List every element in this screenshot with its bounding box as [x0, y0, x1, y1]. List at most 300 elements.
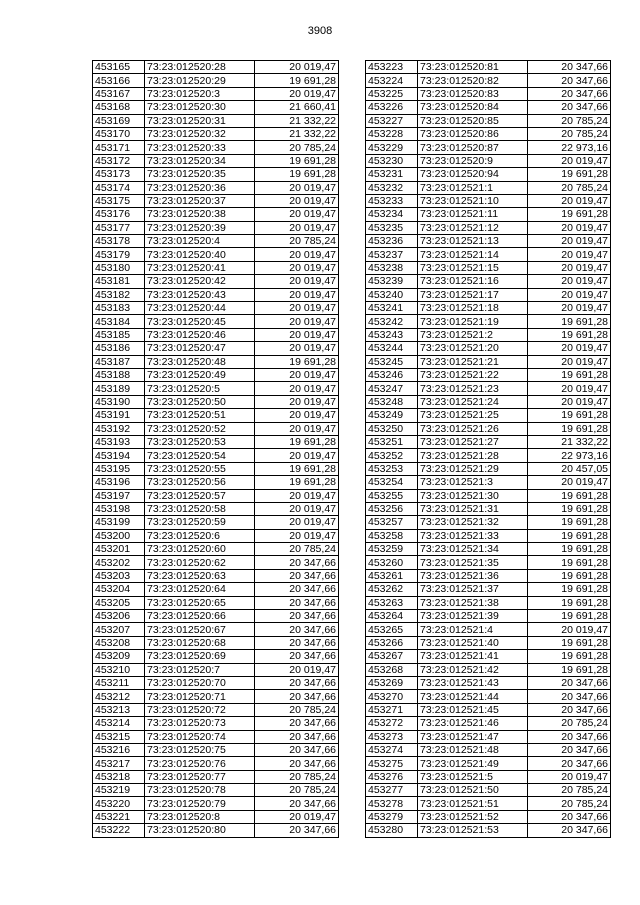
value-cell: 19 691,28: [528, 583, 611, 596]
row-number-cell: 453276: [366, 770, 418, 783]
table-row: [93, 261, 339, 274]
cadastral-number-cell: 73:23:012521:53: [418, 824, 528, 837]
cadastral-number-cell: 73:23:012521:48: [418, 743, 528, 756]
cadastral-number-cell: 73:23:012520:82: [418, 74, 528, 87]
table-row: [93, 583, 339, 596]
value-cell: 20 019,47: [255, 288, 339, 301]
row-number-cell: 453236: [366, 235, 418, 248]
table-row: [366, 101, 611, 114]
value-cell: 20 019,47: [255, 328, 339, 341]
value-cell: 20 347,66: [255, 797, 339, 810]
value-cell: 20 347,66: [528, 730, 611, 743]
table-row: [366, 261, 611, 274]
cadastral-number-cell: 73:23:012520:67: [145, 623, 255, 636]
table-row: [93, 168, 339, 181]
row-number-cell: 453248: [366, 395, 418, 408]
cadastral-number-cell: 73:23:012520:56: [145, 476, 255, 489]
cadastral-number-cell: 73:23:012521:37: [418, 583, 528, 596]
table-row: [93, 409, 339, 422]
row-number-cell: 453181: [93, 275, 145, 288]
cadastral-number-cell: 73:23:012520:37: [145, 194, 255, 207]
row-number-cell: 453263: [366, 596, 418, 609]
row-number-cell: 453183: [93, 302, 145, 315]
row-number-cell: 453279: [366, 810, 418, 823]
cadastral-number-cell: 73:23:012521:11: [418, 208, 528, 221]
table-row: [366, 690, 611, 703]
value-cell: 20 019,47: [255, 248, 339, 261]
table-row: [93, 61, 339, 74]
value-cell: 20 785,24: [528, 797, 611, 810]
row-number-cell: 453226: [366, 101, 418, 114]
table-row: [93, 703, 339, 716]
value-cell: 20 019,47: [255, 502, 339, 515]
right-table-body: [366, 61, 611, 838]
value-cell: 20 019,47: [255, 61, 339, 74]
cadastral-number-cell: 73:23:012520:87: [418, 141, 528, 154]
row-number-cell: 453210: [93, 663, 145, 676]
cadastral-number-cell: 73:23:012520:83: [418, 87, 528, 100]
cadastral-number-cell: 73:23:012521:46: [418, 717, 528, 730]
value-cell: 20 019,47: [255, 221, 339, 234]
cadastral-number-cell: 73:23:012520:46: [145, 328, 255, 341]
table-row: [366, 302, 611, 315]
cadastral-number-cell: 73:23:012520:28: [145, 61, 255, 74]
row-number-cell: 453255: [366, 489, 418, 502]
value-cell: 19 691,28: [528, 636, 611, 649]
value-cell: 20 347,66: [528, 824, 611, 837]
table-row: [93, 743, 339, 756]
table-row: [366, 114, 611, 127]
table-row: [93, 382, 339, 395]
row-number-cell: 453262: [366, 583, 418, 596]
page-number: 3908: [307, 25, 333, 37]
table-row: [366, 543, 611, 556]
value-cell: 20 785,24: [255, 235, 339, 248]
row-number-cell: 453269: [366, 676, 418, 689]
value-cell: 20 019,47: [255, 315, 339, 328]
table-row: [366, 355, 611, 368]
table-row: [366, 382, 611, 395]
value-cell: 20 019,47: [528, 623, 611, 636]
value-cell: 20 019,47: [255, 275, 339, 288]
value-cell: 20 019,47: [528, 302, 611, 315]
table-row: [93, 676, 339, 689]
cadastral-number-cell: 73:23:012520:40: [145, 248, 255, 261]
cadastral-number-cell: 73:23:012520:58: [145, 502, 255, 515]
row-number-cell: 453278: [366, 797, 418, 810]
table-row: [93, 636, 339, 649]
row-number-cell: 453275: [366, 757, 418, 770]
row-number-cell: 453241: [366, 302, 418, 315]
table-row: [366, 623, 611, 636]
table-row: [93, 690, 339, 703]
row-number-cell: 453265: [366, 623, 418, 636]
table-row: [93, 248, 339, 261]
cadastral-number-cell: 73:23:012521:45: [418, 703, 528, 716]
row-number-cell: 453196: [93, 476, 145, 489]
value-cell: 20 347,66: [528, 101, 611, 114]
cadastral-number-cell: 73:23:012521:49: [418, 757, 528, 770]
table-row: [366, 730, 611, 743]
cadastral-number-cell: 73:23:012521:27: [418, 435, 528, 448]
value-cell: 19 691,28: [528, 543, 611, 556]
cadastral-number-cell: 73:23:012520:84: [418, 101, 528, 114]
row-number-cell: 453225: [366, 87, 418, 100]
table-row: [93, 355, 339, 368]
cadastral-number-cell: 73:23:012520:62: [145, 556, 255, 569]
value-cell: 20 347,66: [528, 61, 611, 74]
value-cell: 22 973,16: [528, 141, 611, 154]
value-cell: 20 347,66: [255, 636, 339, 649]
cadastral-number-cell: 73:23:012521:20: [418, 342, 528, 355]
table-row: [366, 757, 611, 770]
table-row: [366, 61, 611, 74]
cadastral-number-cell: 73:23:012521:13: [418, 235, 528, 248]
row-number-cell: 453178: [93, 235, 145, 248]
row-number-cell: 453190: [93, 395, 145, 408]
value-cell: 20 347,66: [255, 556, 339, 569]
row-number-cell: 453166: [93, 74, 145, 87]
cadastral-number-cell: 73:23:012520:34: [145, 154, 255, 167]
table-row: [366, 650, 611, 663]
table-row: [93, 476, 339, 489]
cadastral-number-cell: 73:23:012521:21: [418, 355, 528, 368]
row-number-cell: 453233: [366, 194, 418, 207]
cadastral-number-cell: 73:23:012521:44: [418, 690, 528, 703]
value-cell: 20 019,47: [528, 382, 611, 395]
table-row: [366, 770, 611, 783]
table-row: [366, 462, 611, 475]
value-cell: 20 785,24: [528, 717, 611, 730]
cadastral-number-cell: 73:23:012520:6: [145, 529, 255, 542]
table-row: [366, 87, 611, 100]
cadastral-number-cell: 73:23:012521:34: [418, 543, 528, 556]
table-row: [93, 87, 339, 100]
table-row: [93, 288, 339, 301]
row-number-cell: 453209: [93, 650, 145, 663]
row-number-cell: 453259: [366, 543, 418, 556]
row-number-cell: 453207: [93, 623, 145, 636]
value-cell: 20 347,66: [528, 87, 611, 100]
table-row: [93, 235, 339, 248]
row-number-cell: 453202: [93, 556, 145, 569]
table-row: [93, 395, 339, 408]
value-cell: 20 019,47: [255, 87, 339, 100]
table-row: [366, 569, 611, 582]
value-cell: 19 691,28: [528, 650, 611, 663]
table-row: [366, 583, 611, 596]
cadastral-number-cell: 73:23:012521:14: [418, 248, 528, 261]
value-cell: 20 347,66: [255, 583, 339, 596]
table-row: [366, 449, 611, 462]
cadastral-number-cell: 73:23:012520:70: [145, 676, 255, 689]
value-cell: 20 019,47: [528, 275, 611, 288]
table-row: [93, 824, 339, 837]
cadastral-number-cell: 73:23:012521:32: [418, 516, 528, 529]
cadastral-number-cell: 73:23:012521:1: [418, 181, 528, 194]
cadastral-number-cell: 73:23:012521:26: [418, 422, 528, 435]
value-cell: 20 019,47: [528, 154, 611, 167]
cadastral-number-cell: 73:23:012521:50: [418, 784, 528, 797]
value-cell: 19 691,28: [528, 168, 611, 181]
value-cell: 20 785,24: [255, 543, 339, 556]
value-cell: 20 347,66: [528, 810, 611, 823]
value-cell: 19 691,28: [528, 422, 611, 435]
row-number-cell: 453198: [93, 502, 145, 515]
row-number-cell: 453217: [93, 757, 145, 770]
row-number-cell: 453247: [366, 382, 418, 395]
table-row: [366, 610, 611, 623]
value-cell: 20 785,24: [528, 784, 611, 797]
row-number-cell: 453232: [366, 181, 418, 194]
table-row: [93, 101, 339, 114]
value-cell: 19 691,28: [255, 168, 339, 181]
row-number-cell: 453238: [366, 261, 418, 274]
row-number-cell: 453218: [93, 770, 145, 783]
value-cell: 20 019,47: [528, 395, 611, 408]
table-row: [93, 302, 339, 315]
value-cell: 19 691,28: [528, 529, 611, 542]
value-cell: 20 019,47: [528, 476, 611, 489]
row-number-cell: 453228: [366, 127, 418, 140]
table-row: [93, 717, 339, 730]
row-number-cell: 453221: [93, 810, 145, 823]
row-number-cell: 453173: [93, 168, 145, 181]
value-cell: 21 332,22: [255, 114, 339, 127]
value-cell: 20 019,47: [255, 395, 339, 408]
row-number-cell: 453208: [93, 636, 145, 649]
table-row: [93, 596, 339, 609]
value-cell: 20 347,66: [255, 623, 339, 636]
cadastral-number-cell: 73:23:012520:69: [145, 650, 255, 663]
table-row: [366, 168, 611, 181]
row-number-cell: 453169: [93, 114, 145, 127]
row-number-cell: 453211: [93, 676, 145, 689]
row-number-cell: 453246: [366, 368, 418, 381]
value-cell: 20 019,47: [255, 663, 339, 676]
row-number-cell: 453216: [93, 743, 145, 756]
value-cell: 20 019,47: [528, 342, 611, 355]
cadastral-number-cell: 73:23:012520:79: [145, 797, 255, 810]
row-number-cell: 453191: [93, 409, 145, 422]
cadastral-number-cell: 73:23:012521:35: [418, 556, 528, 569]
value-cell: 20 019,47: [528, 221, 611, 234]
value-cell: 21 332,22: [528, 435, 611, 448]
value-cell: 20 347,66: [255, 676, 339, 689]
value-cell: 20 347,66: [255, 569, 339, 582]
value-cell: 19 691,28: [528, 502, 611, 515]
row-number-cell: 453227: [366, 114, 418, 127]
table-row: [366, 74, 611, 87]
table-row: [366, 235, 611, 248]
cadastral-number-cell: 73:23:012521:40: [418, 636, 528, 649]
row-number-cell: 453176: [93, 208, 145, 221]
cadastral-number-cell: 73:23:012521:2: [418, 328, 528, 341]
cadastral-number-cell: 73:23:012521:41: [418, 650, 528, 663]
row-number-cell: 453182: [93, 288, 145, 301]
row-number-cell: 453231: [366, 168, 418, 181]
row-number-cell: 453260: [366, 556, 418, 569]
value-cell: 20 785,24: [528, 127, 611, 140]
value-cell: 20 785,24: [255, 784, 339, 797]
row-number-cell: 453203: [93, 569, 145, 582]
row-number-cell: 453220: [93, 797, 145, 810]
cadastral-number-cell: 73:23:012520:30: [145, 101, 255, 114]
row-number-cell: 453253: [366, 462, 418, 475]
table-row: [93, 529, 339, 542]
cadastral-number-cell: 73:23:012520:86: [418, 127, 528, 140]
value-cell: 19 691,28: [255, 154, 339, 167]
value-cell: 20 019,47: [528, 235, 611, 248]
table-row: [93, 208, 339, 221]
row-number-cell: 453205: [93, 596, 145, 609]
cadastral-number-cell: 73:23:012520:64: [145, 583, 255, 596]
value-cell: 20 347,66: [255, 717, 339, 730]
table-row: [366, 248, 611, 261]
cadastral-number-cell: 73:23:012521:23: [418, 382, 528, 395]
cadastral-number-cell: 73:23:012520:71: [145, 690, 255, 703]
row-number-cell: 453261: [366, 569, 418, 582]
value-cell: 20 347,66: [255, 596, 339, 609]
row-number-cell: 453249: [366, 409, 418, 422]
row-number-cell: 453273: [366, 730, 418, 743]
cadastral-number-cell: 73:23:012520:94: [418, 168, 528, 181]
table-row: [93, 610, 339, 623]
cadastral-number-cell: 73:23:012520:48: [145, 355, 255, 368]
table-row: [366, 127, 611, 140]
table-row: [366, 743, 611, 756]
table-row: [366, 717, 611, 730]
cadastral-number-cell: 73:23:012520:53: [145, 435, 255, 448]
table-row: [366, 435, 611, 448]
row-number-cell: 453213: [93, 703, 145, 716]
table-row: [93, 730, 339, 743]
table-row: [366, 154, 611, 167]
cadastral-number-cell: 73:23:012520:35: [145, 168, 255, 181]
row-number-cell: 453222: [93, 824, 145, 837]
table-row: [366, 663, 611, 676]
table-row: [93, 516, 339, 529]
value-cell: 19 691,28: [255, 355, 339, 368]
cadastral-number-cell: 73:23:012521:16: [418, 275, 528, 288]
table-row: [93, 181, 339, 194]
cadastral-number-cell: 73:23:012520:42: [145, 275, 255, 288]
table-row: [366, 556, 611, 569]
value-cell: 19 691,28: [255, 74, 339, 87]
row-number-cell: 453192: [93, 422, 145, 435]
value-cell: 21 660,41: [255, 101, 339, 114]
value-cell: 21 332,22: [255, 127, 339, 140]
cadastral-number-cell: 73:23:012521:39: [418, 610, 528, 623]
cadastral-number-cell: 73:23:012521:24: [418, 395, 528, 408]
value-cell: 20 019,47: [255, 368, 339, 381]
cadastral-number-cell: 73:23:012520:44: [145, 302, 255, 315]
table-row: [93, 502, 339, 515]
value-cell: 20 019,47: [255, 261, 339, 274]
row-number-cell: 453212: [93, 690, 145, 703]
cadastral-number-cell: 73:23:012521:52: [418, 810, 528, 823]
table-row: [93, 74, 339, 87]
value-cell: 19 691,28: [528, 556, 611, 569]
cadastral-number-cell: 73:23:012521:4: [418, 623, 528, 636]
table-row: [366, 703, 611, 716]
cadastral-number-cell: 73:23:012521:36: [418, 569, 528, 582]
cadastral-number-cell: 73:23:012521:43: [418, 676, 528, 689]
row-number-cell: 453252: [366, 449, 418, 462]
row-number-cell: 453267: [366, 650, 418, 663]
value-cell: 20 019,47: [255, 302, 339, 315]
cadastral-number-cell: 73:23:012520:33: [145, 141, 255, 154]
row-number-cell: 453237: [366, 248, 418, 261]
row-number-cell: 453185: [93, 328, 145, 341]
cadastral-number-cell: 73:23:012521:31: [418, 502, 528, 515]
value-cell: 20 019,47: [255, 810, 339, 823]
left-table-body: [93, 61, 339, 838]
table-row: [366, 208, 611, 221]
cadastral-number-cell: 73:23:012520:52: [145, 422, 255, 435]
value-cell: 19 691,28: [528, 569, 611, 582]
cadastral-number-cell: 73:23:012520:49: [145, 368, 255, 381]
table-row: [93, 422, 339, 435]
value-cell: 20 019,47: [255, 516, 339, 529]
table-row: [93, 543, 339, 556]
row-number-cell: 453240: [366, 288, 418, 301]
row-number-cell: 453172: [93, 154, 145, 167]
row-number-cell: 453235: [366, 221, 418, 234]
cadastral-number-cell: 73:23:012520:47: [145, 342, 255, 355]
value-cell: 20 019,47: [255, 194, 339, 207]
cadastral-number-cell: 73:23:012520:45: [145, 315, 255, 328]
table-row: [366, 476, 611, 489]
cadastral-number-cell: 73:23:012520:50: [145, 395, 255, 408]
table-row: [93, 623, 339, 636]
value-cell: 20 019,47: [255, 422, 339, 435]
value-cell: 20 347,66: [255, 610, 339, 623]
cadastral-number-cell: 73:23:012521:28: [418, 449, 528, 462]
table-row: [366, 824, 611, 837]
value-cell: 20 019,47: [528, 248, 611, 261]
value-cell: 20 457,05: [528, 462, 611, 475]
row-number-cell: 453257: [366, 516, 418, 529]
row-number-cell: 453195: [93, 462, 145, 475]
value-cell: 20 019,47: [528, 194, 611, 207]
row-number-cell: 453194: [93, 449, 145, 462]
table-row: [366, 797, 611, 810]
row-number-cell: 453243: [366, 328, 418, 341]
table-row: [93, 797, 339, 810]
cadastral-number-cell: 73:23:012520:65: [145, 596, 255, 609]
value-cell: 20 785,24: [528, 114, 611, 127]
value-cell: 20 019,47: [255, 181, 339, 194]
value-cell: 19 691,28: [528, 208, 611, 221]
value-cell: 20 019,47: [255, 489, 339, 502]
value-cell: 20 019,47: [528, 288, 611, 301]
cadastral-number-cell: 73:23:012521:18: [418, 302, 528, 315]
value-cell: 20 347,66: [255, 743, 339, 756]
table-row: [93, 770, 339, 783]
table-row: [93, 757, 339, 770]
table-row: [93, 810, 339, 823]
row-number-cell: 453239: [366, 275, 418, 288]
cadastral-number-cell: 73:23:012520:80: [145, 824, 255, 837]
value-cell: 19 691,28: [528, 409, 611, 422]
row-number-cell: 453266: [366, 636, 418, 649]
row-number-cell: 453197: [93, 489, 145, 502]
table-row: [366, 502, 611, 515]
cadastral-number-cell: 73:23:012520:55: [145, 462, 255, 475]
cadastral-number-cell: 73:23:012521:30: [418, 489, 528, 502]
table-row: [93, 569, 339, 582]
